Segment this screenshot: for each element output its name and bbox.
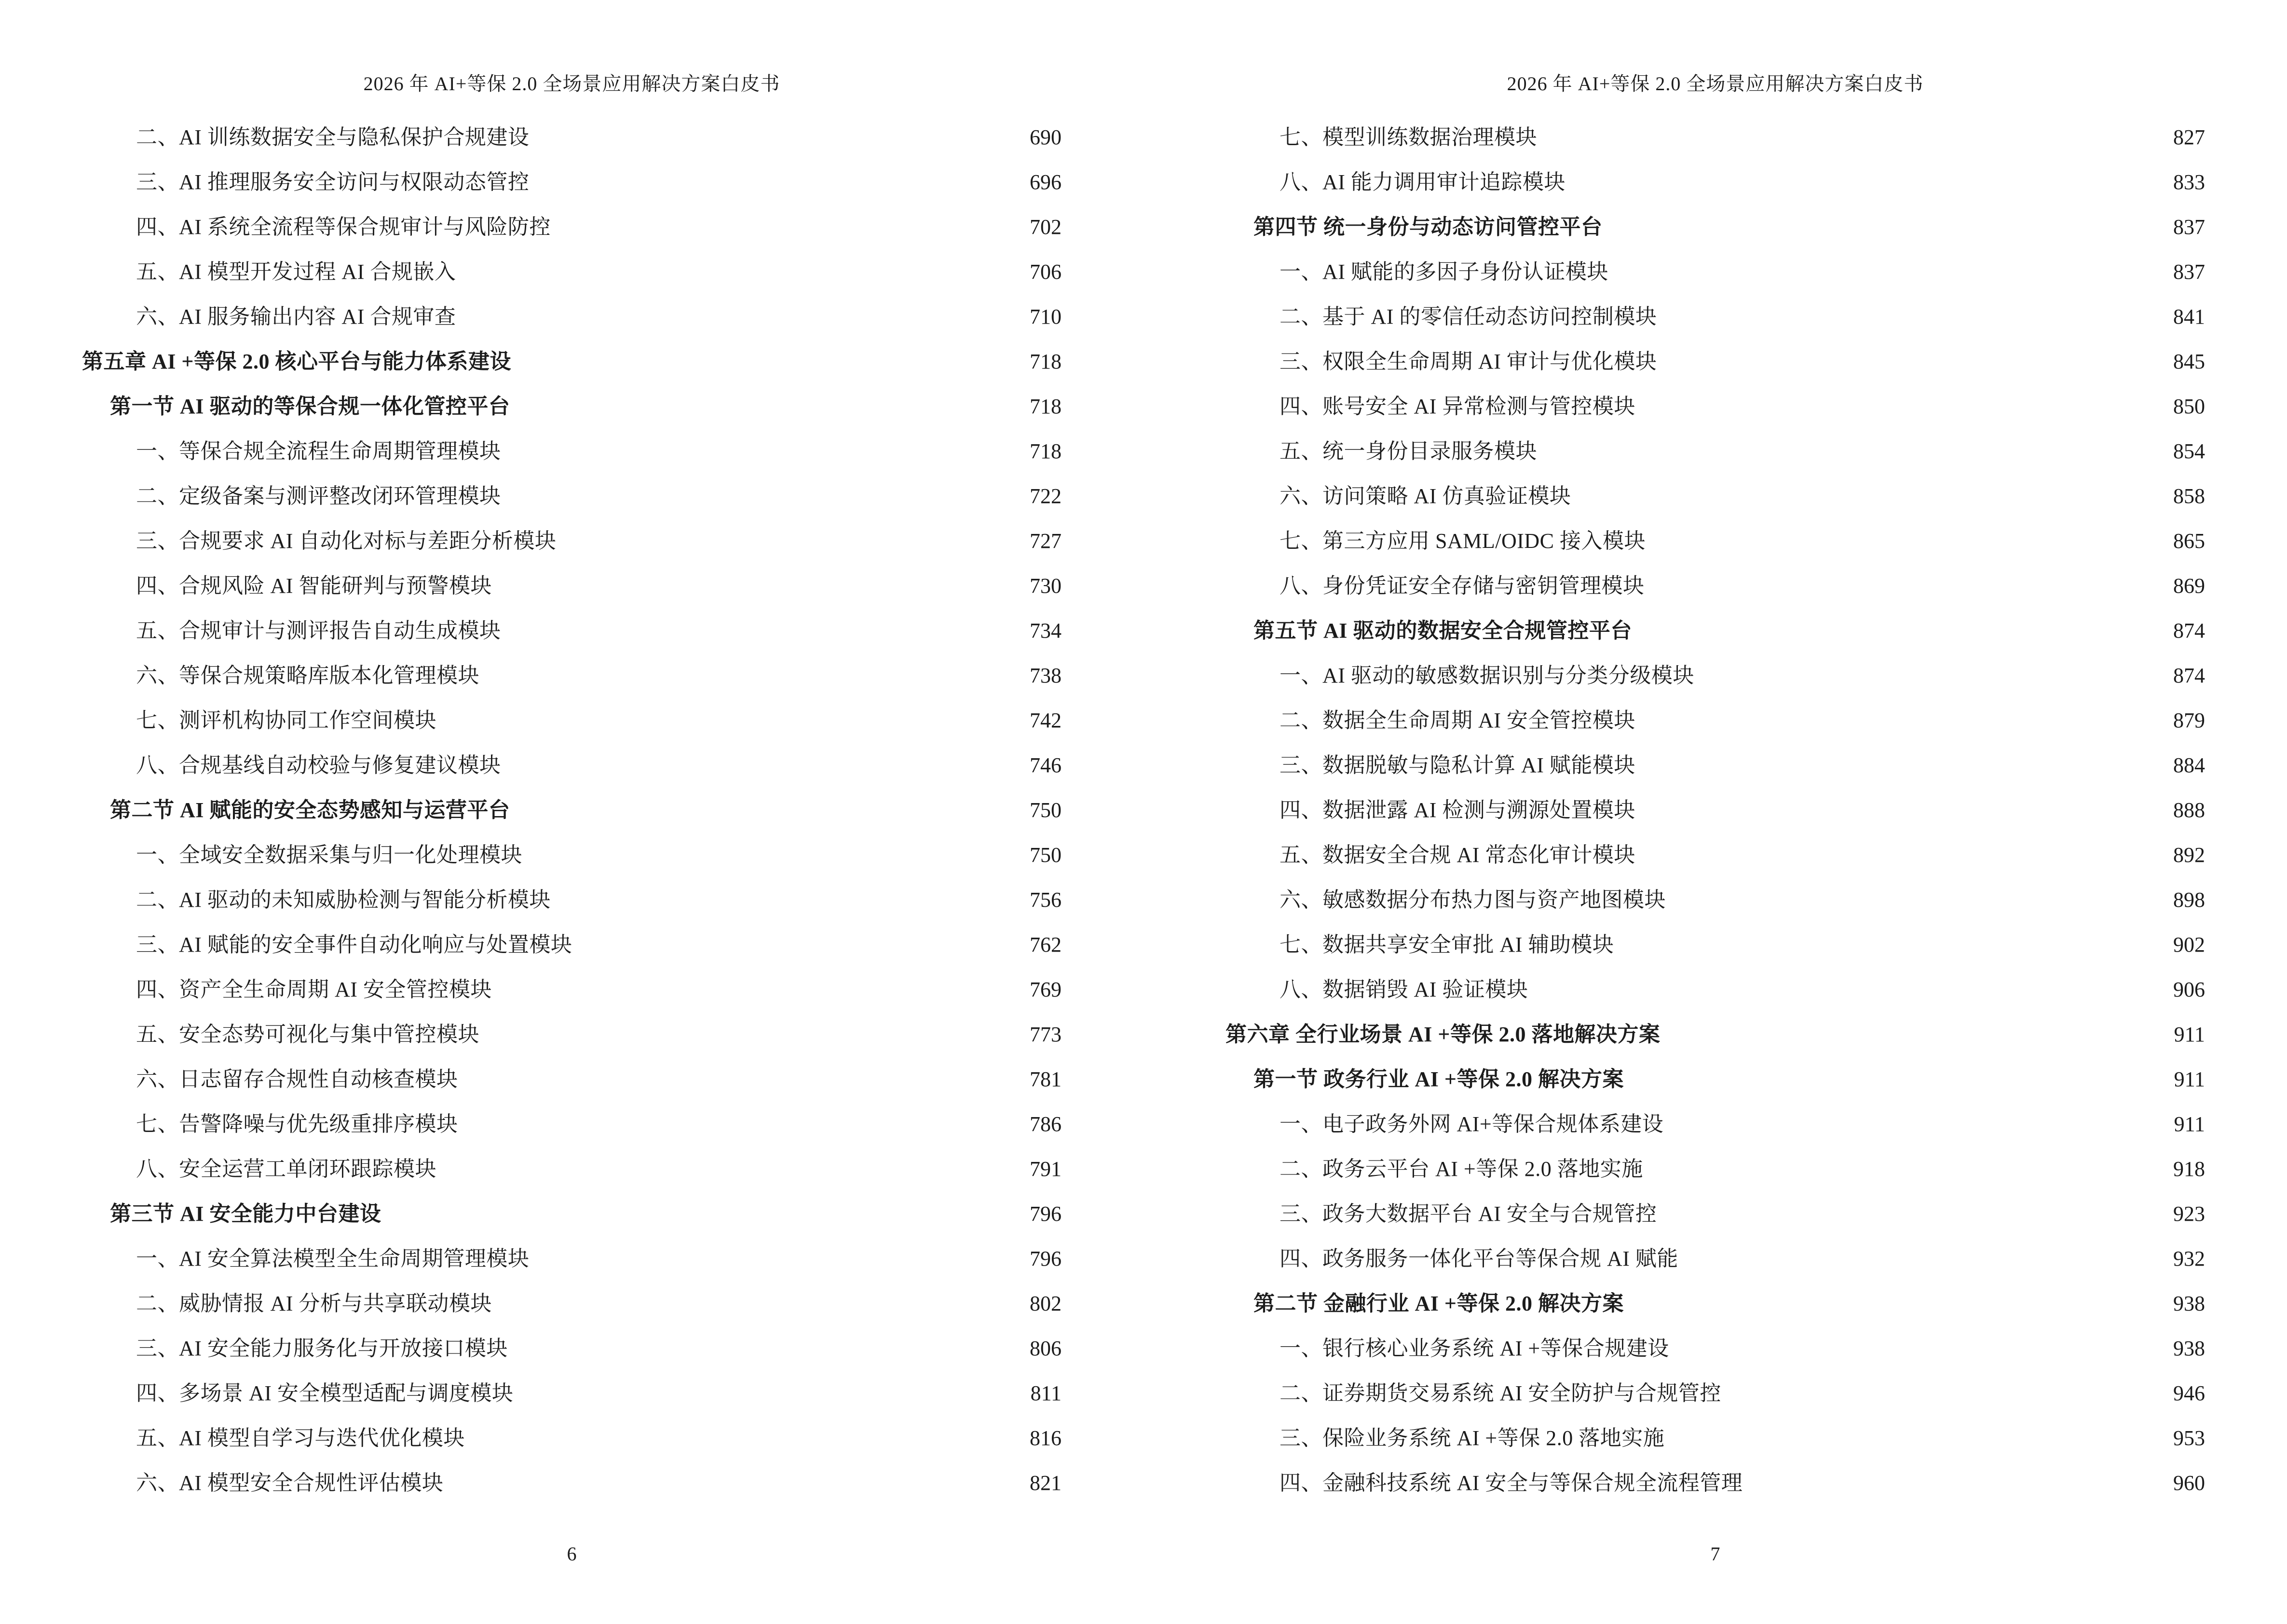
toc-dot-leader xyxy=(438,720,1009,727)
toc-entry-page-number: 911 xyxy=(2174,1112,2205,1136)
toc-dot-leader xyxy=(513,361,1009,368)
toc-entry-page-number: 946 xyxy=(2173,1381,2205,1405)
toc-entry-label: 二、AI 驱动的未知威胁检测与智能分析模块 xyxy=(136,888,551,912)
toc-entry-page-number: 796 xyxy=(1030,1202,1062,1226)
toc-entry-page-number: 718 xyxy=(1030,395,1062,418)
toc-dot-leader xyxy=(1634,630,2153,638)
toc-entry-label: 二、政务云平台 AI +等保 2.0 落地实施 xyxy=(1280,1157,1643,1181)
toc-dot-leader xyxy=(531,181,1009,189)
toc-dot-leader xyxy=(494,1303,1009,1310)
toc-entry[interactable] xyxy=(82,832,1062,877)
toc-dot-leader xyxy=(531,136,1009,144)
toc-entry-label: 二、基于 AI 的零信任动态访问控制模块 xyxy=(1280,305,1657,328)
toc-entry-page-number: 734 xyxy=(1030,619,1062,642)
toc-entry-label: 八、数据销毁 AI 验证模块 xyxy=(1280,978,1528,1001)
toc-entry-label: 第六章 全行业场景 AI +等保 2.0 落地解决方案 xyxy=(1225,1023,1661,1046)
toc-entry-page-number: 854 xyxy=(2173,439,2205,463)
toc-entry[interactable] xyxy=(1225,967,2205,1012)
toc-entry-label: 八、安全运营工单闭环跟踪模块 xyxy=(136,1157,436,1181)
toc-entry-label: 四、资产全生命周期 AI 安全管控模块 xyxy=(136,978,492,1001)
toc-dot-leader xyxy=(494,989,1009,996)
toc-entry[interactable] xyxy=(82,429,1062,474)
toc-dot-leader xyxy=(1530,989,2153,996)
toc-dot-leader xyxy=(1668,899,2153,907)
toc-entry-page-number: 722 xyxy=(1030,484,1062,508)
toc-entry-label: 四、账号安全 AI 异常检测与管控模块 xyxy=(1280,395,1635,418)
toc-entry-label: 六、AI 模型安全合规性评估模块 xyxy=(136,1471,444,1495)
toc-entry-label: 八、AI 能力调用审计追踪模块 xyxy=(1280,170,1566,194)
toc-entry-label: 二、证券期货交易系统 AI 安全防护与合规管控 xyxy=(1280,1381,1721,1405)
toc-dot-leader xyxy=(494,585,1009,593)
toc-entry[interactable] xyxy=(82,1057,1062,1102)
toc-entry[interactable] xyxy=(1225,1236,2205,1281)
toc-entry-label: 二、AI 训练数据安全与隐私保护合规建设 xyxy=(136,125,530,149)
toc-entry-page-number: 953 xyxy=(2173,1426,2205,1450)
toc-dot-leader xyxy=(1665,1123,2153,1131)
toc-entry-label: 五、AI 模型自学习与迭代优化模块 xyxy=(136,1426,465,1450)
toc-entry[interactable] xyxy=(1225,788,2205,832)
toc-entry[interactable] xyxy=(82,1102,1062,1146)
toc-entry[interactable] xyxy=(82,294,1062,339)
toc-entry-page-number: 906 xyxy=(2173,978,2205,1001)
toc-list-right xyxy=(1144,115,2287,1624)
toc-entry-label: 四、数据泄露 AI 检测与溯源处置模块 xyxy=(1280,798,1635,822)
toc-entry-page-number: 802 xyxy=(1030,1292,1062,1315)
toc-entry-page-number: 850 xyxy=(2173,395,2205,418)
toc-entry[interactable] xyxy=(1225,698,2205,743)
toc-entry-page-number: 879 xyxy=(2173,709,2205,732)
toc-entry-label: 第四节 统一身份与动态访问管控平台 xyxy=(1253,215,1603,239)
toc-entry-label: 二、定级备案与测评整改闭环管理模块 xyxy=(136,484,501,508)
toc-entry[interactable] xyxy=(82,160,1062,205)
toc-entry-page-number: 742 xyxy=(1030,709,1062,732)
toc-entry[interactable] xyxy=(82,653,1062,698)
toc-entry-page-number: 960 xyxy=(2173,1471,2205,1495)
toc-entry-label: 七、第三方应用 SAML/OIDC 接入模块 xyxy=(1280,529,1646,553)
toc-entry-page-number: 918 xyxy=(2173,1157,2205,1181)
toc-entry-label: 三、政务大数据平台 AI 安全与合规管控 xyxy=(1280,1202,1657,1226)
toc-dot-leader xyxy=(1610,271,2153,279)
toc-entry-page-number: 827 xyxy=(2173,125,2205,149)
toc-entry[interactable] xyxy=(82,922,1062,967)
toc-entry-label: 六、日志留存合规性自动核查模块 xyxy=(136,1067,458,1091)
toc-entry-page-number: 706 xyxy=(1030,260,1062,284)
toc-entry-label: 一、AI 安全算法模型全生命周期管理模块 xyxy=(136,1247,530,1270)
toc-entry[interactable] xyxy=(82,563,1062,608)
toc-dot-leader xyxy=(1662,1034,2153,1041)
toc-dot-leader xyxy=(1616,944,2153,952)
toc-dot-leader xyxy=(458,316,1009,324)
toc-entry-page-number: 718 xyxy=(1030,350,1062,373)
toc-entry[interactable] xyxy=(82,1281,1062,1326)
toc-dot-leader xyxy=(1659,1213,2153,1221)
toc-entry-page-number: 710 xyxy=(1030,305,1062,328)
toc-entry-label: 第三节 AI 安全能力中台建设 xyxy=(110,1202,381,1226)
toc-entry-label: 四、多场景 AI 安全模型适配与调度模块 xyxy=(136,1381,514,1405)
toc-dot-leader xyxy=(553,226,1009,234)
toc-entry-page-number: 869 xyxy=(2173,574,2205,598)
toc-entry-label: 四、金融科技系统 AI 安全与等保合规全流程管理 xyxy=(1280,1471,1743,1495)
toc-entry[interactable] xyxy=(82,205,1062,249)
toc-entry-page-number: 911 xyxy=(2174,1023,2205,1046)
toc-dot-leader xyxy=(1696,675,2153,682)
toc-entry[interactable] xyxy=(82,967,1062,1012)
toc-entry[interactable] xyxy=(1225,339,2205,384)
toc-entry-label: 八、身份凭证安全存储与密钥管理模块 xyxy=(1280,574,1645,598)
toc-entry-label: 第二节 金融行业 AI +等保 2.0 解决方案 xyxy=(1253,1292,1624,1315)
toc-dot-leader xyxy=(1647,585,2153,593)
page-right xyxy=(1144,0,2287,1624)
toc-entry-page-number: 756 xyxy=(1030,888,1062,912)
toc-entry-label: 三、AI 安全能力服务化与开放接口模块 xyxy=(136,1337,508,1360)
page-number-folio: 7 xyxy=(1710,1543,1720,1565)
toc-dot-leader xyxy=(460,1123,1010,1131)
toc-entry[interactable] xyxy=(1225,922,2205,967)
toc-entry[interactable] xyxy=(1225,1326,2205,1371)
toc-entry-label: 第五章 AI +等保 2.0 核心平台与能力体系建设 xyxy=(82,350,511,373)
toc-dot-leader xyxy=(1567,181,2153,189)
toc-entry[interactable] xyxy=(1225,1146,2205,1191)
toc-dot-leader xyxy=(1573,495,2153,503)
toc-entry-label: 第一节 政务行业 AI +等保 2.0 解决方案 xyxy=(1253,1067,1624,1091)
toc-entry-label: 第二节 AI 赋能的安全态势感知与运营平台 xyxy=(110,798,510,822)
toc-entry[interactable] xyxy=(82,608,1062,653)
toc-entry-page-number: 696 xyxy=(1030,170,1062,194)
running-head: 2026 年 AI+等保 2.0 全场景应用解决方案白皮书 xyxy=(1507,73,1924,95)
toc-dot-leader xyxy=(1723,1392,2153,1400)
toc-dot-leader xyxy=(512,809,1009,817)
toc-entry-page-number: 841 xyxy=(2173,305,2205,328)
toc-entry-label: 四、AI 系统全流程等保合规审计与风险防控 xyxy=(136,215,551,239)
toc-dot-leader xyxy=(503,764,1010,772)
toc-entry-page-number: 773 xyxy=(1030,1023,1062,1046)
toc-entry-page-number: 769 xyxy=(1030,978,1062,1001)
toc-entry-label: 一、全域安全数据采集与归一化处理模块 xyxy=(136,843,522,867)
toc-entry-label: 六、AI 服务输出内容 AI 合规审查 xyxy=(136,305,456,328)
toc-entry[interactable] xyxy=(1225,474,2205,519)
toc-entry-label: 一、银行核心业务系统 AI +等保合规建设 xyxy=(1280,1337,1669,1360)
toc-dot-leader xyxy=(553,899,1009,907)
toc-dot-leader xyxy=(1680,1258,2153,1266)
toc-entry-page-number: 786 xyxy=(1030,1112,1062,1136)
toc-entry-label: 三、AI 推理服务安全访问与权限动态管控 xyxy=(136,170,530,194)
toc-entry-page-number: 845 xyxy=(2173,350,2205,373)
toc-entry-page-number: 781 xyxy=(1030,1067,1062,1091)
toc-dot-leader xyxy=(1637,720,2153,727)
toc-entry-page-number: 762 xyxy=(1030,933,1062,956)
toc-dot-leader xyxy=(481,1034,1009,1041)
toc-entry-label: 三、AI 赋能的安全事件自动化响应与处置模块 xyxy=(136,933,572,956)
toc-entry[interactable] xyxy=(1225,1281,2205,1326)
toc-dot-leader xyxy=(1659,316,2153,324)
toc-entry-label: 五、AI 模型开发过程 AI 合规嵌入 xyxy=(136,260,456,284)
toc-entry-label: 七、数据共享安全审批 AI 辅助模块 xyxy=(1280,933,1614,956)
toc-entry-page-number: 911 xyxy=(2174,1067,2205,1091)
toc-entry[interactable] xyxy=(82,1371,1062,1416)
toc-entry[interactable] xyxy=(82,339,1062,384)
toc-dot-leader xyxy=(512,406,1009,413)
toc-entry-label: 二、威胁情报 AI 分析与共享联动模块 xyxy=(136,1292,492,1315)
toc-dot-leader xyxy=(1637,854,2153,862)
toc-entry-page-number: 791 xyxy=(1030,1157,1062,1181)
toc-entry[interactable] xyxy=(1225,743,2205,788)
toc-entry[interactable] xyxy=(1225,608,2205,653)
toc-dot-leader xyxy=(503,450,1010,458)
toc-dot-leader xyxy=(383,1213,1009,1221)
toc-entry-page-number: 730 xyxy=(1030,574,1062,598)
toc-entry[interactable] xyxy=(1225,1102,2205,1146)
toc-entry[interactable] xyxy=(82,877,1062,922)
toc-dot-leader xyxy=(1539,136,2153,144)
toc-dot-leader xyxy=(1637,764,2153,772)
toc-entry[interactable] xyxy=(1225,160,2205,205)
toc-entry-page-number: 892 xyxy=(2173,843,2205,867)
toc-entry-label: 三、数据脱敏与隐私计算 AI 赋能模块 xyxy=(1280,753,1635,777)
toc-dot-leader xyxy=(481,675,1009,682)
toc-entry-label: 第五节 AI 驱动的数据安全合规管控平台 xyxy=(1253,619,1632,642)
toc-list-left xyxy=(0,115,1144,1624)
running-head: 2026 年 AI+等保 2.0 全场景应用解决方案白皮书 xyxy=(363,73,780,95)
toc-dot-leader xyxy=(1666,1437,2153,1445)
toc-entry[interactable] xyxy=(1225,429,2205,474)
toc-entry-page-number: 837 xyxy=(2173,215,2205,239)
toc-dot-leader xyxy=(1645,1168,2153,1176)
toc-entry-page-number: 884 xyxy=(2173,753,2205,777)
toc-entry-label: 第一节 AI 驱动的等保合规一体化管控平台 xyxy=(110,395,510,418)
toc-dot-leader xyxy=(1626,1303,2153,1310)
toc-entry-label: 五、安全态势可视化与集中管控模块 xyxy=(136,1023,479,1046)
toc-dot-leader xyxy=(438,1168,1009,1176)
toc-entry-label: 五、合规审计与测评报告自动生成模块 xyxy=(136,619,501,642)
toc-entry-page-number: 816 xyxy=(1030,1426,1062,1450)
toc-entry-label: 一、等保合规全流程生命周期管理模块 xyxy=(136,439,501,463)
toc-entry[interactable] xyxy=(82,788,1062,832)
toc-dot-leader xyxy=(1637,809,2153,817)
toc-entry[interactable] xyxy=(1225,832,2205,877)
toc-dot-leader xyxy=(1659,361,2153,368)
toc-entry[interactable] xyxy=(82,1236,1062,1281)
toc-entry[interactable] xyxy=(1225,294,2205,339)
toc-entry[interactable] xyxy=(1225,1191,2205,1236)
toc-dot-leader xyxy=(1626,1078,2153,1086)
toc-entry-page-number: 923 xyxy=(2173,1202,2205,1226)
toc-entry-label: 三、权限全生命周期 AI 审计与优化模块 xyxy=(1280,350,1657,373)
toc-entry-page-number: 718 xyxy=(1030,439,1062,463)
toc-entry[interactable] xyxy=(82,1191,1062,1236)
toc-dot-leader xyxy=(460,1078,1010,1086)
toc-entry-page-number: 690 xyxy=(1030,125,1062,149)
toc-entry-page-number: 874 xyxy=(2173,664,2205,687)
toc-entry[interactable] xyxy=(1225,519,2205,563)
toc-entry[interactable] xyxy=(1225,115,2205,160)
toc-entry[interactable] xyxy=(1225,1012,2205,1057)
toc-entry-label: 七、模型训练数据治理模块 xyxy=(1280,125,1537,149)
toc-entry[interactable] xyxy=(82,1460,1062,1505)
toc-entry-page-number: 750 xyxy=(1030,798,1062,822)
toc-dot-leader xyxy=(458,271,1009,279)
toc-entry[interactable] xyxy=(1225,1416,2205,1460)
toc-entry-page-number: 932 xyxy=(2173,1247,2205,1270)
toc-dot-leader xyxy=(503,630,1010,638)
toc-entry-label: 三、保险业务系统 AI +等保 2.0 落地实施 xyxy=(1280,1426,1665,1450)
toc-entry-page-number: 865 xyxy=(2173,529,2205,553)
toc-entry-page-number: 750 xyxy=(1030,843,1062,867)
toc-entry-label: 二、数据全生命周期 AI 安全管控模块 xyxy=(1280,709,1635,732)
page-number-folio: 6 xyxy=(567,1543,577,1565)
toc-entry[interactable] xyxy=(1225,1057,2205,1102)
toc-entry-label: 三、合规要求 AI 自动化对标与差距分析模块 xyxy=(136,529,557,553)
toc-dot-leader xyxy=(1539,450,2153,458)
toc-dot-leader xyxy=(1671,1348,2153,1355)
toc-dot-leader xyxy=(1605,226,2153,234)
toc-entry-page-number: 938 xyxy=(2173,1292,2205,1315)
toc-dot-leader xyxy=(503,495,1010,503)
toc-dot-leader xyxy=(467,1437,1009,1445)
toc-entry-page-number: 898 xyxy=(2173,888,2205,912)
toc-entry[interactable] xyxy=(1225,563,2205,608)
toc-entry-page-number: 833 xyxy=(2173,170,2205,194)
toc-entry[interactable] xyxy=(82,249,1062,294)
toc-dot-leader xyxy=(574,944,1009,952)
toc-entry[interactable] xyxy=(82,1012,1062,1057)
toc-entry[interactable] xyxy=(82,474,1062,519)
toc-entry[interactable] xyxy=(82,743,1062,788)
toc-dot-leader xyxy=(1637,406,2153,413)
toc-dot-leader xyxy=(531,1258,1009,1266)
toc-entry-label: 五、数据安全合规 AI 常态化审计模块 xyxy=(1280,843,1635,867)
toc-dot-leader xyxy=(1744,1482,2153,1490)
toc-entry-label: 七、测评机构协同工作空间模块 xyxy=(136,709,436,732)
toc-entry[interactable] xyxy=(82,1146,1062,1191)
toc-entry-page-number: 746 xyxy=(1030,753,1062,777)
toc-entry-page-number: 858 xyxy=(2173,484,2205,508)
toc-dot-leader xyxy=(1647,540,2153,548)
toc-entry[interactable] xyxy=(1225,1371,2205,1416)
toc-entry-label: 五、统一身份目录服务模块 xyxy=(1280,439,1537,463)
toc-dot-leader xyxy=(515,1392,1009,1400)
toc-entry-page-number: 738 xyxy=(1030,664,1062,687)
toc-entry-page-number: 938 xyxy=(2173,1337,2205,1360)
toc-entry[interactable] xyxy=(82,115,1062,160)
toc-entry[interactable] xyxy=(82,1326,1062,1371)
toc-entry-page-number: 902 xyxy=(2173,933,2205,956)
toc-entry-label: 四、合规风险 AI 智能研判与预警模块 xyxy=(136,574,492,598)
toc-entry-label: 八、合规基线自动校验与修复建议模块 xyxy=(136,753,501,777)
toc-entry[interactable] xyxy=(1225,384,2205,429)
toc-entry-page-number: 821 xyxy=(1030,1471,1062,1495)
toc-entry-label: 六、访问策略 AI 仿真验证模块 xyxy=(1280,484,1571,508)
toc-entry[interactable] xyxy=(1225,249,2205,294)
toc-dot-leader xyxy=(445,1482,1009,1490)
toc-entry[interactable] xyxy=(1225,205,2205,249)
toc-dot-leader xyxy=(524,854,1009,862)
toc-dot-leader xyxy=(510,1348,1009,1355)
toc-dot-leader xyxy=(558,540,1009,548)
toc-entry-page-number: 796 xyxy=(1030,1247,1062,1270)
toc-entry-page-number: 727 xyxy=(1030,529,1062,553)
toc-entry-page-number: 888 xyxy=(2173,798,2205,822)
toc-entry[interactable] xyxy=(82,698,1062,743)
toc-entry-page-number: 811 xyxy=(1030,1381,1062,1405)
toc-entry-label: 六、敏感数据分布热力图与资产地图模块 xyxy=(1280,888,1666,912)
toc-entry-page-number: 874 xyxy=(2173,619,2205,642)
toc-entry-label: 六、等保合规策略库版本化管理模块 xyxy=(136,664,479,687)
toc-entry-label: 七、告警降噪与优先级重排序模块 xyxy=(136,1112,458,1136)
toc-entry[interactable] xyxy=(82,384,1062,429)
toc-entry-label: 一、AI 赋能的多因子身份认证模块 xyxy=(1280,260,1608,284)
toc-entry-page-number: 837 xyxy=(2173,260,2205,284)
toc-entry[interactable] xyxy=(1225,877,2205,922)
toc-entry-label: 一、AI 驱动的敏感数据识别与分类分级模块 xyxy=(1280,664,1694,687)
toc-entry-page-number: 806 xyxy=(1030,1337,1062,1360)
toc-entry[interactable] xyxy=(1225,1460,2205,1505)
toc-entry[interactable] xyxy=(82,1416,1062,1460)
toc-entry[interactable] xyxy=(1225,653,2205,698)
toc-entry[interactable] xyxy=(82,519,1062,563)
toc-entry-page-number: 702 xyxy=(1030,215,1062,239)
toc-entry-label: 一、电子政务外网 AI+等保合规体系建设 xyxy=(1280,1112,1664,1136)
toc-entry-label: 四、政务服务一体化平台等保合规 AI 赋能 xyxy=(1280,1247,1678,1270)
